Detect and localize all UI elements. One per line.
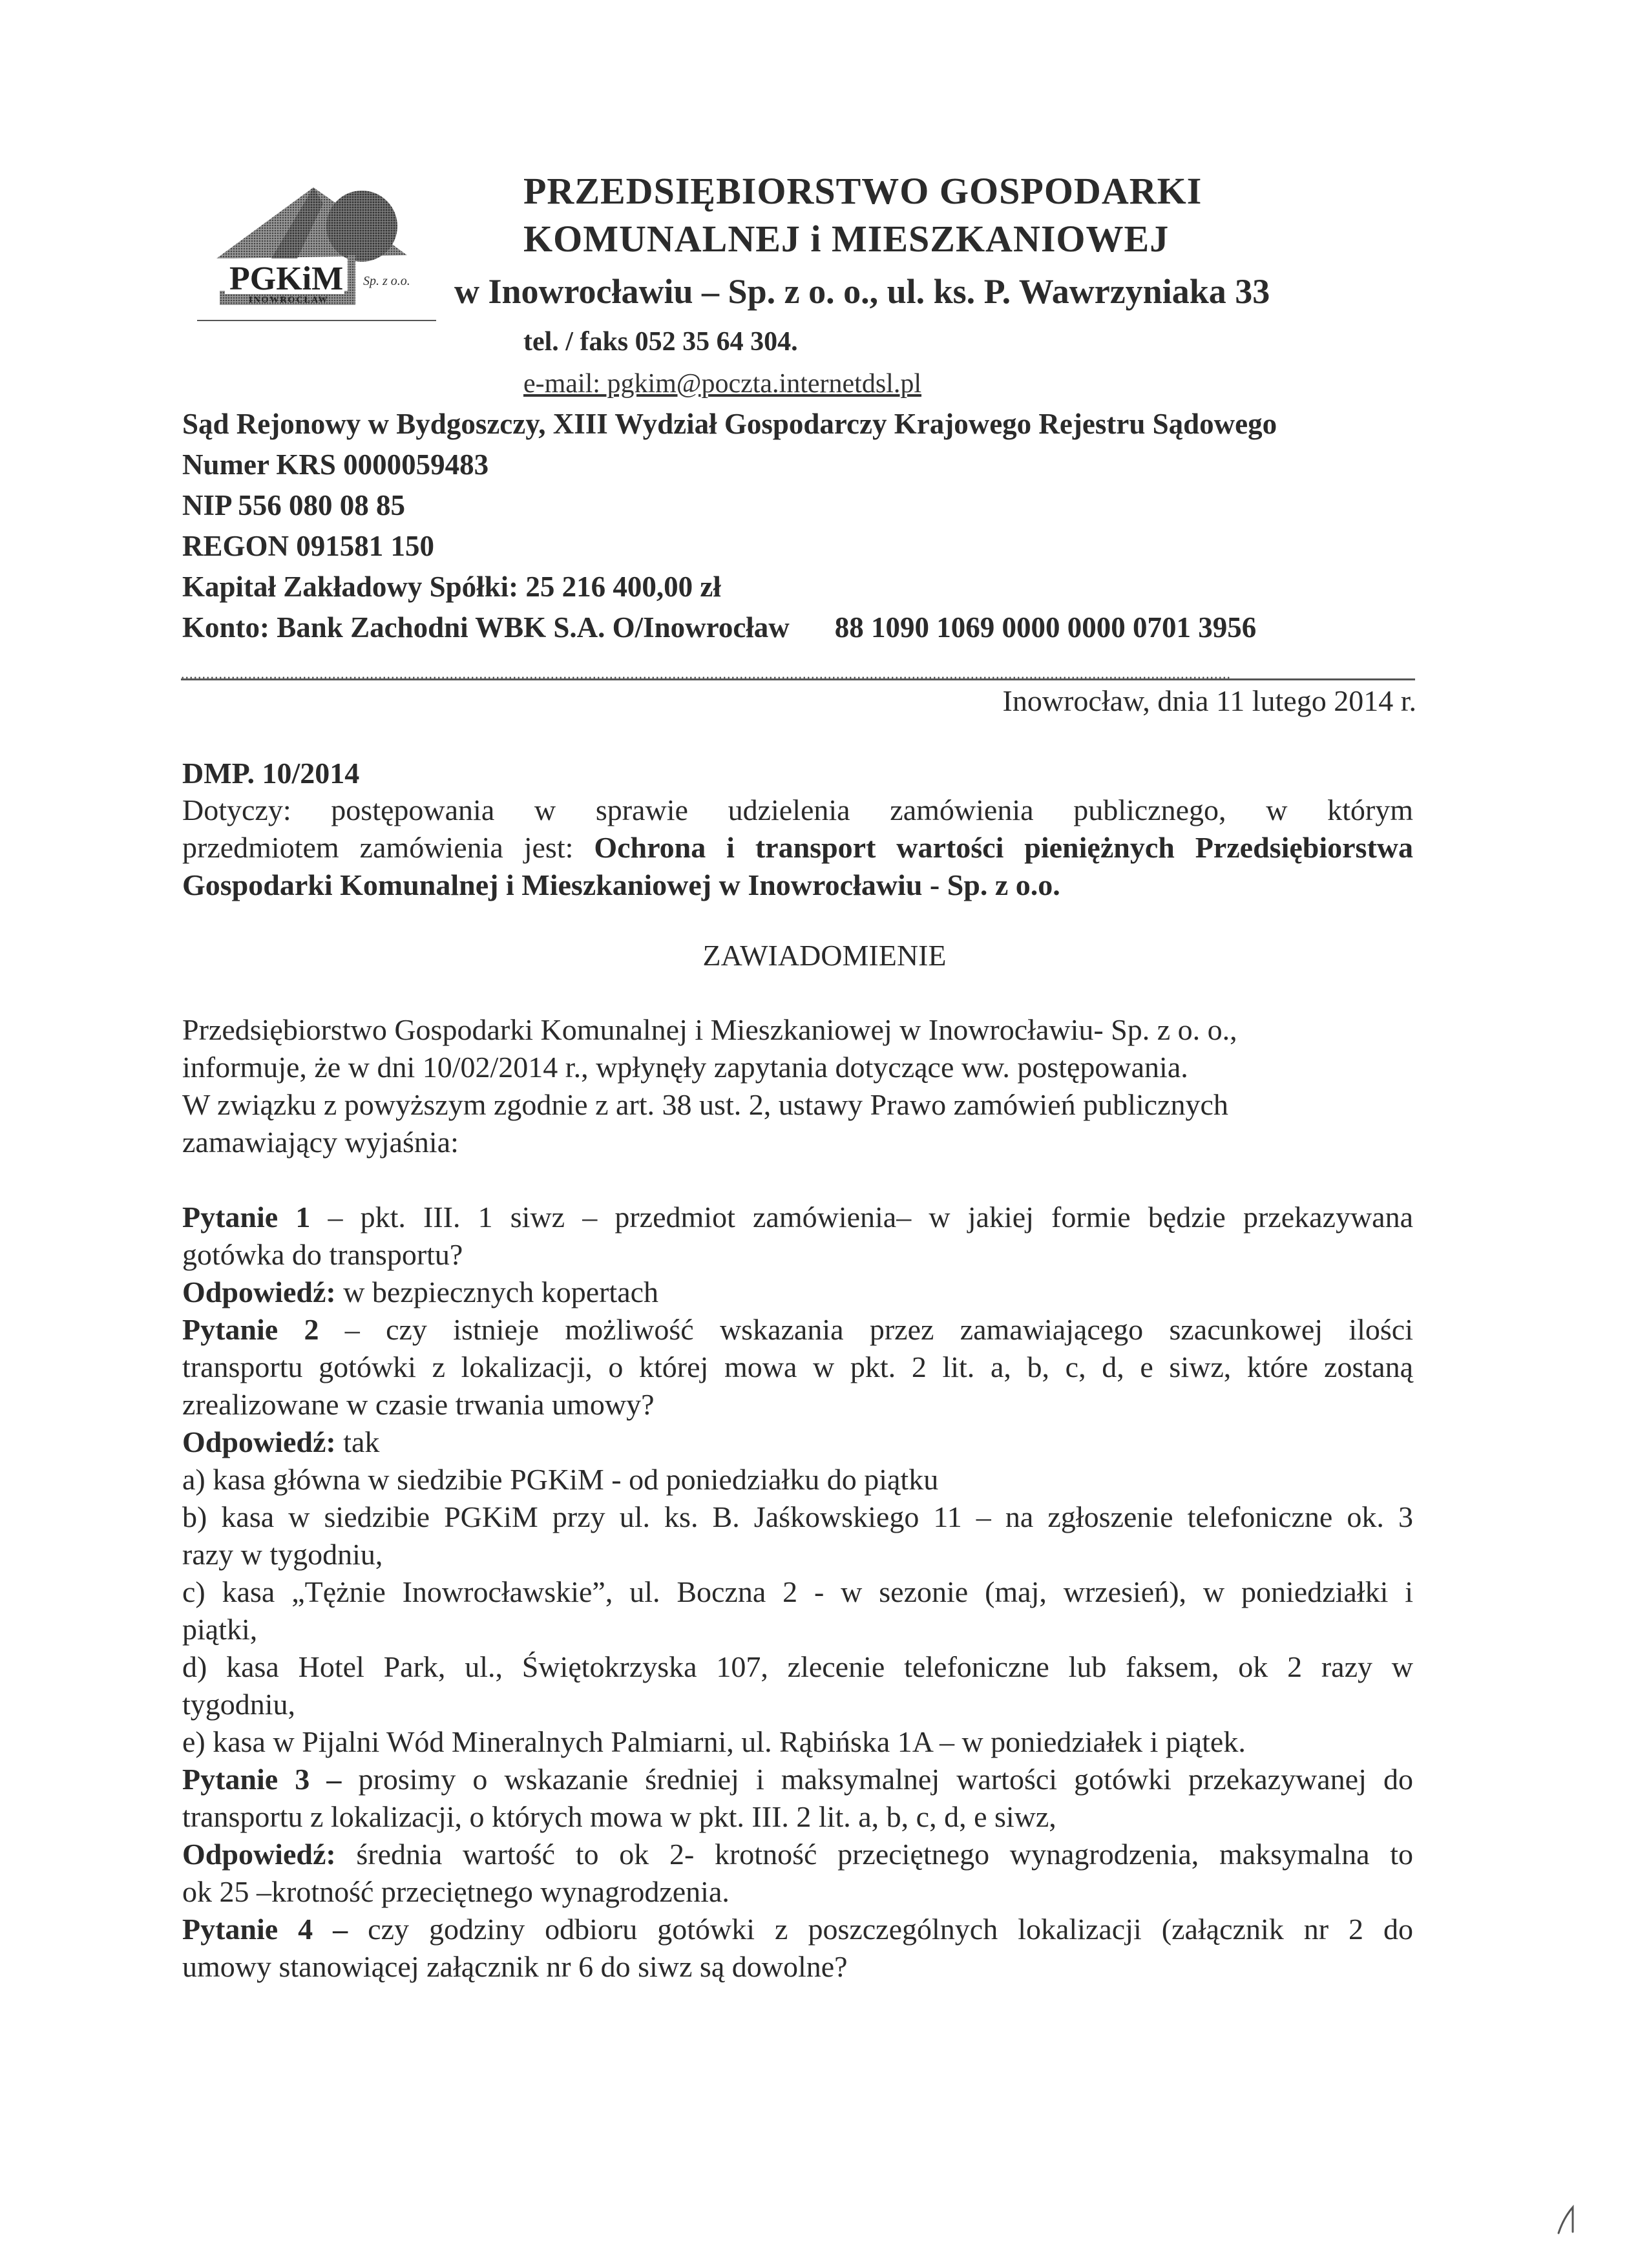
reference-number: DMP. 10/2014 [182, 757, 360, 790]
registry-nip: NIP 556 080 08 85 [182, 489, 406, 521]
registry-capital: Kapitał Zakładowy Spółki: 25 216 400,00 zł [182, 571, 721, 603]
logo-suffix: Sp. z o.o. [363, 274, 410, 288]
intro-line3: W związku z powyższym zgodnie z art. 38 ust. 2, ustawy Prawo zamówień publicznych [182, 1088, 1228, 1121]
subject-line3: Gospodarki Komunalnej i Mieszkaniowej w Inowrocławiu - Sp. z o.o. [182, 868, 1060, 901]
question-2-line2: transportu gotówki z lokalizacji, o której mowa w pkt. 2 lit. a, b, c, d, e siwz, które zostaną [182, 1350, 1413, 1383]
subject-block [182, 792, 1413, 904]
question-1-text: – pkt. III. 1 siwz – przedmiot zamówienia– w jakiej formie będzie przekazywana [310, 1201, 1413, 1234]
intro-line2: informuje, że w dni 10/02/2014 r., wpłynęły zapytania dotyczące ww. postępowania. [182, 1051, 1188, 1084]
question-3-line1 [182, 1761, 1413, 1798]
registry-account: 88 1090 1069 0000 0000 0701 3956 [834, 611, 1257, 644]
intro-line4: zamawiający wyjaśnia: [182, 1126, 459, 1159]
separator-line [181, 678, 1415, 680]
logo-name: PGKiM [229, 260, 344, 297]
company-name-line1: PRZEDSIĘBIORSTWO GOSPODARKI [523, 170, 1203, 212]
list-item-c-line1: c) kasa „Tężnie Inowrocławskie”, ul. Boczna 2 - w sezonie (maj, wrzesień), w poniedziałki i [182, 1575, 1413, 1608]
dotted-separator: .......................................................................................................................................................................................................................................................... [181, 666, 1231, 680]
answer-3-label: Odpowiedź: [182, 1838, 336, 1871]
list-item-d-line2: tygodniu, [182, 1688, 296, 1721]
list-item-b-line2: razy w tygodniu, [182, 1538, 383, 1571]
registry-court: Sąd Rejonowy w Bydgoszczy, XIII Wydział Gospodarczy Krajowego Rejestru Sądowego [182, 408, 1277, 440]
question-4-line1 [182, 1911, 1413, 1948]
question-3-text: prosimy o wskazanie średniej i maksymalnej wartości gotówki przekazywanej do [341, 1763, 1413, 1796]
list-item-c-line2: piątki, [182, 1613, 258, 1646]
list-item-a: a) kasa główna w siedzibie PGKiM - od poniedziałku do piątku [182, 1463, 939, 1496]
document-title: ZAWIADOMIENIE [702, 939, 947, 972]
company-phone: tel. / faks 052 35 64 304. [523, 327, 798, 357]
answer-2-text: tak [335, 1425, 380, 1458]
handwritten-page-number [1557, 2205, 1577, 2236]
logo-sub: INOWROCŁAW [249, 295, 329, 305]
subject-line2-bold: Ochrona i transport wartości pieniężnych Przedsiębiorstwa [594, 831, 1413, 864]
answer-3-line1 [182, 1836, 1413, 1873]
question-2-text: – czy istnieje możliwość wskazania przez zamawiającego szacunkowej ilości [319, 1313, 1413, 1346]
intro-block [182, 1011, 1413, 1161]
question-1-label: Pytanie 1 [182, 1201, 311, 1234]
document-date: Inowrocław, dnia 11 lutego 2014 r. [1002, 684, 1416, 717]
intro-line1: Przedsiębiorstwo Gospodarki Komunalnej i Mieszkaniowej w Inowrocławiu- Sp. z o. o., [182, 1013, 1237, 1046]
question-4-label: Pytanie 4 – [182, 1913, 348, 1946]
company-name-line2: KOMUNALNEJ i MIESZKANIOWEJ [523, 218, 1170, 260]
question-4-line2: umowy stanowiącej załącznik nr 6 do siwz są dowolne? [182, 1950, 848, 1983]
question-2-label: Pytanie 2 [182, 1313, 319, 1346]
question-4-text: czy godziny odbioru gotówki z poszczególnych lokalizacji (załącznik nr 2 do [348, 1913, 1414, 1946]
question-2-line3: zrealizowane w czasie trwania umowy? [182, 1388, 655, 1421]
answer-1 [182, 1274, 1413, 1311]
company-email[interactable]: e-mail: pgkim@poczta.internetdsl.pl [523, 369, 922, 399]
question-2-line1 [182, 1311, 1413, 1349]
question-1-line1 [182, 1199, 1413, 1236]
answer-2 [182, 1423, 1413, 1461]
registry-bank: Konto: Bank Zachodni WBK S.A. O/Inowrocław [182, 611, 790, 644]
logo-underline [197, 320, 436, 321]
subject-line2 [182, 829, 1413, 866]
answer-3-text: średnia wartość to ok 2- krotność przeciętnego wynagrodzenia, maksymalna to [335, 1838, 1413, 1871]
question-3-line2: transportu z lokalizacji, o których mowa w pkt. III. 2 lit. a, b, c, d, e siwz, [182, 1800, 1056, 1833]
answer-2-label: Odpowiedź: [182, 1425, 336, 1458]
answer-3-line2: ok 25 –krotność przeciętnego wynagrodzenia. [182, 1875, 730, 1908]
list-item-b-line1: b) kasa w siedzibie PGKiM przy ul. ks. B. Jaśkowskiego 11 – na zgłoszenie telefoniczne ok. 3 [182, 1500, 1413, 1533]
registry-regon: REGON 091581 150 [182, 530, 435, 562]
registry-bank-row [182, 611, 1256, 644]
list-item-d-line1: d) kasa Hotel Park, ul., Świętokrzyska 107, zlecenie telefoniczne lub faksem, ok 2 razy w [182, 1650, 1413, 1683]
subject-line1: Dotyczy: postępowania w sprawie udzielenia zamówienia publicznego, w którym [182, 793, 1413, 826]
company-address: w Inowrocławiu – Sp. z o. o., ul. ks. P. Wawrzyniaka 33 [454, 272, 1270, 311]
subject-line2-normal: przedmiotem zamówienia jest: [182, 831, 594, 864]
question-3-label: Pytanie 3 – [182, 1763, 342, 1796]
answer-1-text: w bezpiecznych kopertach [335, 1276, 659, 1308]
qa-block [182, 1199, 1413, 1986]
question-1-line2: gotówka do transportu? [182, 1238, 463, 1271]
registry-krs: Numer KRS 0000059483 [182, 448, 489, 481]
list-item-e: e) kasa w Pijalni Wód Mineralnych Palmiarni, ul. Rąbińska 1A – w poniedziałek i piątek. [182, 1725, 1246, 1758]
answer-1-label: Odpowiedź: [182, 1276, 336, 1308]
pgkim-logo [194, 165, 446, 326]
